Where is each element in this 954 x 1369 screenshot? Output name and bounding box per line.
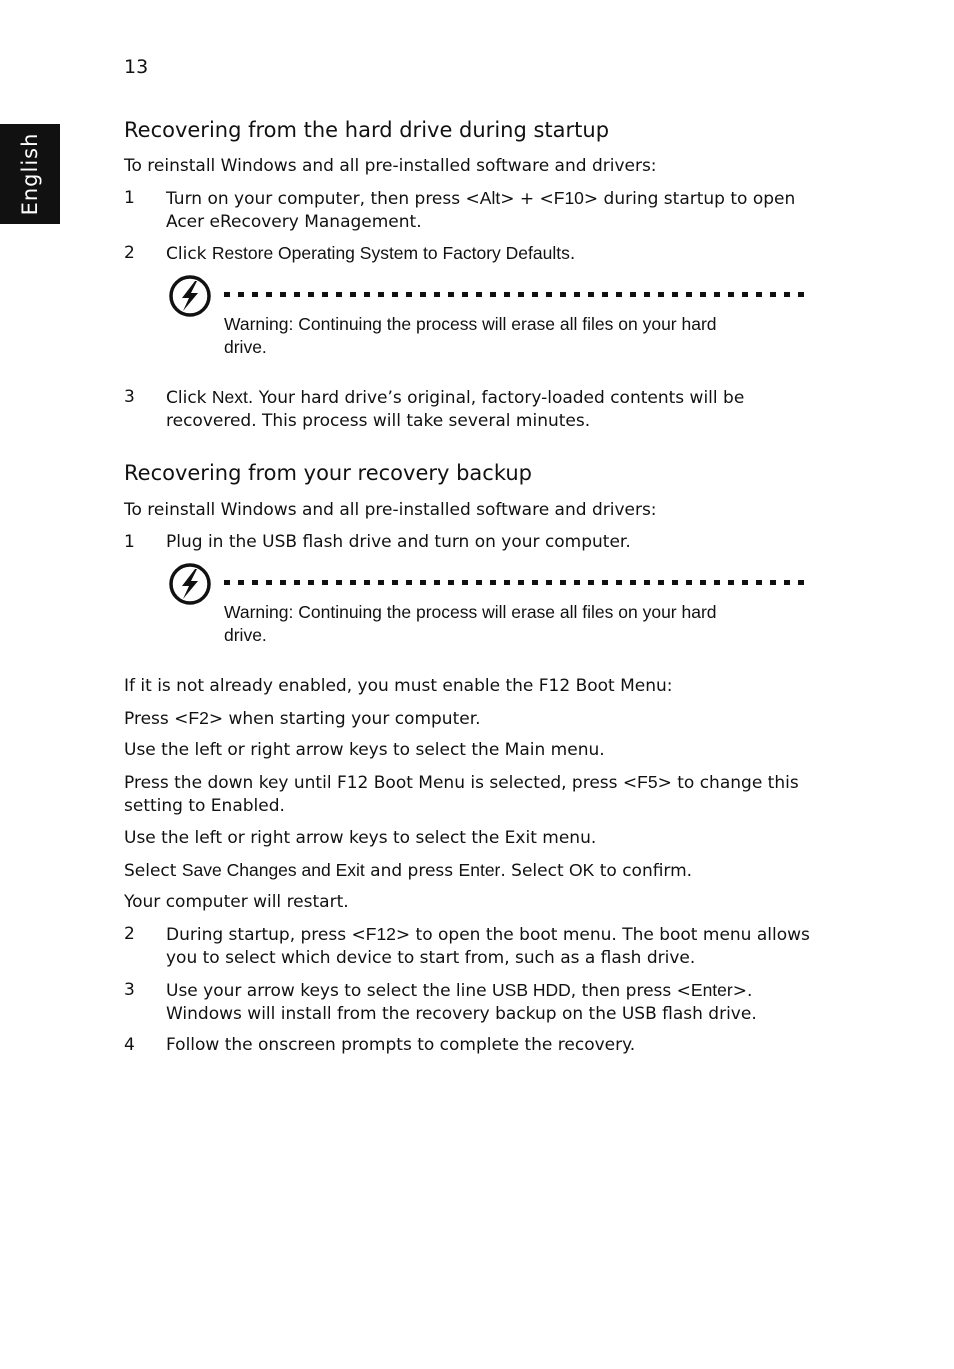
- text-segment: Press the down key until F12 Boot Menu is selected, press <: [124, 773, 638, 793]
- button-next: Next: [211, 387, 248, 407]
- page-number: 13: [124, 56, 149, 78]
- step-number: 3: [124, 980, 135, 1000]
- key-alt: Alt: [479, 188, 501, 208]
- paragraph-save-changes: [124, 859, 824, 883]
- step-text-segment: Use your arrow keys to select the line: [166, 981, 493, 1001]
- step-text-segment: Click: [166, 388, 212, 408]
- text-segment: to confirm.: [594, 861, 693, 881]
- key-f10: F10: [553, 188, 584, 208]
- step-number: 2: [124, 924, 135, 944]
- step-text-segment: , then press <: [570, 981, 691, 1001]
- step-text-segment: .: [569, 244, 576, 264]
- step-text: Plug in the USB flash drive and turn on your computer.: [166, 532, 631, 552]
- text-segment: . Select: [500, 861, 570, 881]
- key-f5: F5: [637, 772, 658, 792]
- warning-line: Warning: Continuing the process will erase all files on your hard: [224, 602, 717, 622]
- step-number: 4: [124, 1035, 135, 1055]
- step-text: Follow the onscreen prompts to complete the recovery.: [166, 1035, 636, 1055]
- step-text-segment: Click: [166, 244, 212, 264]
- step-text-segment: > to open the boot menu. The boot menu allows: [395, 925, 810, 945]
- section-heading-recovery-backup: Recovering from your recovery backup: [124, 461, 533, 485]
- warning-divider: [224, 292, 809, 297]
- section2-intro: To reinstall Windows and all pre-installed software and drivers:: [124, 500, 657, 520]
- warning-divider: [224, 580, 809, 585]
- step-number: 1: [124, 188, 135, 208]
- warning-text: [224, 313, 814, 359]
- step-2-text: [166, 242, 826, 266]
- warning-line: drive.: [224, 337, 267, 357]
- step-text-segment: recovered. This process will take several minutes.: [166, 411, 591, 431]
- key-enter: Enter: [690, 980, 733, 1000]
- text-segment: setting to Enabled.: [124, 796, 285, 816]
- step-number: 3: [124, 387, 135, 407]
- step-1-text: [166, 187, 826, 234]
- text-segment: Press <: [124, 709, 189, 729]
- step-number: 2: [124, 243, 135, 263]
- key-f12: F12: [365, 924, 396, 944]
- step-text-segment: . Your hard drive’s original, factory-loaded contents will be: [247, 388, 745, 408]
- step-boot-menu-text: [166, 923, 826, 970]
- step-number: 1: [124, 532, 135, 552]
- warning-line: Warning: Continuing the process will erase all files on your hard: [224, 314, 717, 334]
- step-3-text: [166, 386, 826, 433]
- text-segment: > when starting your computer.: [208, 709, 481, 729]
- paragraph-main-menu: Use the left or right arrow keys to select the Main menu.: [124, 740, 605, 760]
- language-tab-label: English: [18, 132, 42, 216]
- paragraph-press-f2: [124, 707, 824, 731]
- text-segment: > to change this: [657, 773, 799, 793]
- text-segment: and press: [364, 861, 459, 881]
- step-usb-hdd-text: [166, 979, 826, 1026]
- step-text-segment: Acer eRecovery Management.: [166, 212, 422, 232]
- warning-line: drive.: [224, 625, 267, 645]
- text-segment: Select: [124, 861, 182, 881]
- section1-intro: To reinstall Windows and all pre-installed software and drivers:: [124, 156, 657, 176]
- step-text-segment: >.: [732, 981, 753, 1001]
- step-text-segment: Windows will install from the recovery backup on the USB flash drive.: [166, 1004, 757, 1024]
- section-heading-hard-drive: Recovering from the hard drive during startup: [124, 118, 610, 142]
- step-text-segment: During startup, press <: [166, 925, 366, 945]
- paragraph-restart: Your computer will restart.: [124, 892, 349, 912]
- warning-text: [224, 601, 814, 647]
- step-text-segment: Turn on your computer, then press <: [166, 189, 480, 209]
- menu-option-restore: Restore Operating System to Factory Defaults: [211, 243, 570, 263]
- boot-option-usb-hdd: USB HDD: [492, 980, 571, 1000]
- lightning-bolt-circle-icon: [168, 562, 212, 606]
- paragraph-exit-menu: Use the left or right arrow keys to select the Exit menu.: [124, 828, 597, 848]
- paragraph-enable-f12: If it is not already enabled, you must enable the F12 Boot Menu:: [124, 676, 673, 696]
- button-ok: OK: [569, 860, 595, 880]
- lightning-bolt-circle-icon: [168, 274, 212, 318]
- paragraph-down-key: [124, 771, 824, 818]
- step-text-segment: > + <: [500, 189, 554, 209]
- step-text-segment: you to select which device to start from, such as a flash drive.: [166, 948, 696, 968]
- key-enter: Enter: [458, 860, 501, 880]
- step-text-segment: > during startup to open: [583, 189, 796, 209]
- menu-option-save-changes: Save Changes and Exit: [181, 860, 365, 880]
- key-f2: F2: [188, 708, 209, 728]
